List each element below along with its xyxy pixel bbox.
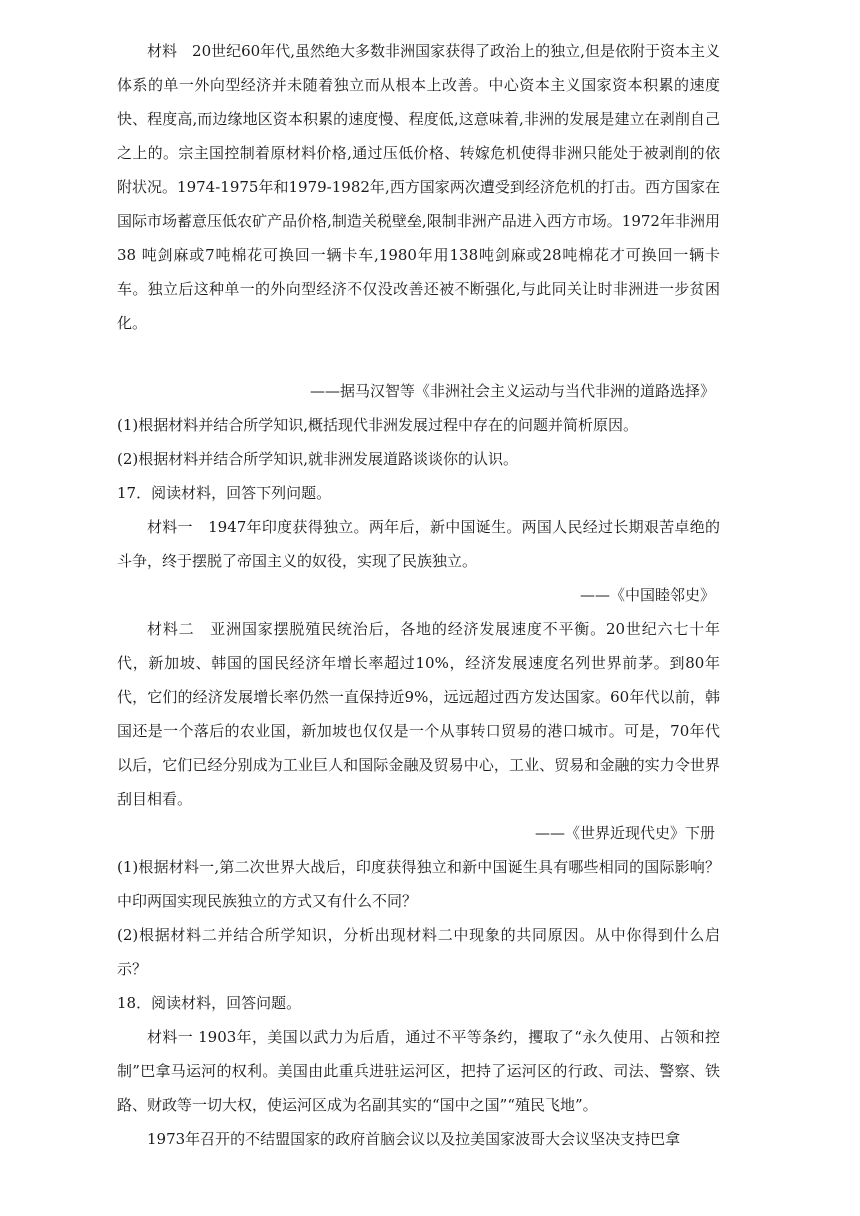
question-17-material-2: 材料二 亚洲国家摆脱殖民统治后，各地的经济发展速度不平衡。20世纪六七十年代，新加坡、韩国的国民经济年增长率超过10%，经济发展速度名列世界前茅。到80年代，它们的经济发展增长率仍然一直保持近9%，远远超过西方发达国家。60年代以前，韩国还是一个落后的农业国，新加坡也仅仅是一个从事转口贸易的港口城市。可是，70年代以后，它们已经分别成为工业巨人和国际金融及贸易中心，工业、贸易和金融的实力令世界刮目相看。 — [117, 620, 720, 808]
question-17-material-1-source: ——《中国睦邻史》 — [579, 586, 715, 604]
question-18-title: 18．阅读材料，回答问题。 — [117, 994, 302, 1012]
question-17-part-2: (2)根据材料二并结合所学知识，分析出现材料二中现象的共同原因。从中你得到什么启示？ — [117, 926, 720, 978]
block1-question-1: (1)根据材料并结合所学知识,概括现代非洲发展过程中存在的问题并简析原因。 — [117, 416, 639, 434]
question-18-material-1: 材料一 1903年，美国以武力为后盾，通过不平等条约，攫取了“永久使用、占领和控制”巴拿马运河的权利。美国由此重兵进驻运河区，把持了运河区的行政、司法、警察、铁路、财政等一切大权，使运河区成为名副其实的“国中之国”“殖民飞地”。 — [117, 1028, 720, 1114]
block1-material-paragraph: 材料 20世纪60年代,虽然绝大多数非洲国家获得了政治上的独立,但是依附于资本主义体系的单一外向型经济并未随着独立而从根本上改善。中心资本主义国家资本积累的速度快、程度高,而边缘地区资本积累的速度慢、程度低,这意味着,非洲的发展是建立在剥削自己之上的。宗主国控制着原材料价格,通过压低价格、转嫁危机使得非洲只能处于被剥削的依附状况。1974-1975年和1979-1982年,西方国家两次遭受到经济危机的打击。西方国家在国际市场蓄意压低农矿产品价格,制造关税壁垒,限制非洲产品进入西方市场。1972年非洲用38 吨剑麻或7吨棉花可换回一辆卡车,1980年用138吨剑麻或28吨棉花才可换回一辆卡车。独立后这种单一的外向型经济不仅没改善还被不断强化,与此同关让时非洲进一步贫困化。 — [117, 42, 720, 332]
question-18-material-1-continued: 1973年召开的不结盟国家的政府首脑会议以及拉美国家波哥大会议坚决支持巴拿 — [147, 1130, 681, 1148]
block1-question-2: (2)根据材料并结合所学知识,就非洲发展道路谈谈你的认识。 — [117, 450, 519, 468]
question-17-material-1: 材料一 1947年印度获得独立。两年后，新中国诞生。两国人民经过长期艰苦卓绝的斗争，终于摆脱了帝国主义的奴役，实现了民族独立。 — [117, 518, 720, 570]
question-17-title: 17．阅读材料，回答下列问题。 — [117, 484, 332, 502]
block1-source-citation: ——据马汉智等《非洲社会主义运动与当代非洲的道路选择》 — [309, 382, 715, 400]
question-17-part-1: (1)根据材料一,第二次世界大战后，印度获得独立和新中国诞生具有哪些相同的国际影响？中印两国实现民族独立的方式又有什么不同？ — [117, 858, 720, 910]
question-17-material-2-source: ——《世界近现代史》下册 — [534, 824, 715, 842]
